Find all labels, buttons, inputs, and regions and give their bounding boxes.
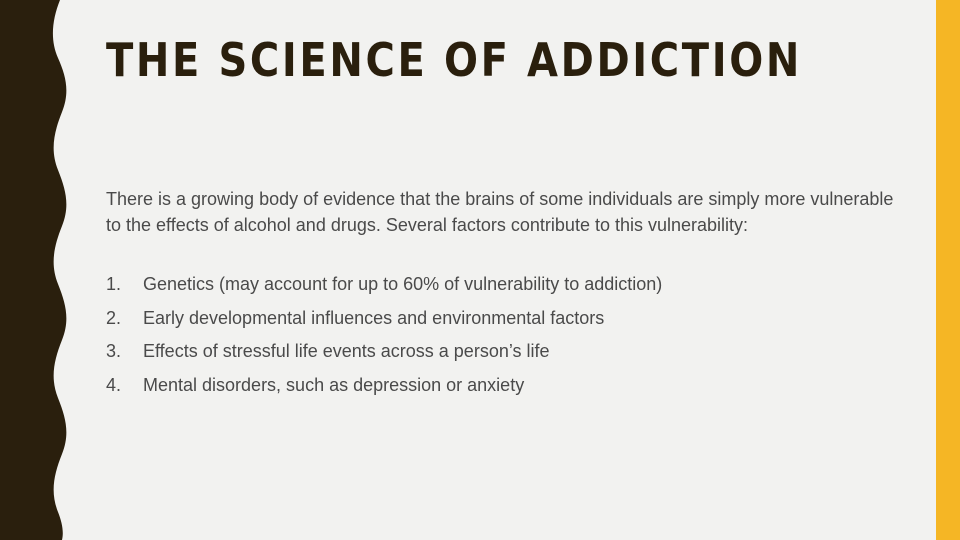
list-item (106, 372, 662, 406)
intro-paragraph: There is a growing body of evidence that the brains of some individuals are simply more vulnerable to the effects of alcohol and drugs. Several factors contribute to this vulnerability: (106, 189, 894, 235)
list-number: 4. (106, 374, 122, 395)
list-text: Mental disorders, such as depression or anxiety (143, 374, 525, 395)
list-item (106, 305, 662, 339)
factor-list (106, 271, 662, 405)
list-number: 1. (106, 274, 122, 294)
list-text: Genetics (may account for up to 60% of vulnerability to addiction) (143, 274, 663, 294)
list-text: Effects of stressful life events across a person’s life (143, 341, 550, 361)
list-number: 2. (106, 307, 122, 328)
slide-title: THE SCIENCE OF ADDICTION (106, 33, 802, 87)
accent-bar (936, 0, 960, 540)
list-item (106, 338, 662, 372)
list-text: Early developmental influences and environmental factors (143, 307, 605, 328)
wavy-left-border (0, 0, 80, 540)
list-number: 3. (106, 341, 122, 361)
list-item (106, 271, 662, 305)
